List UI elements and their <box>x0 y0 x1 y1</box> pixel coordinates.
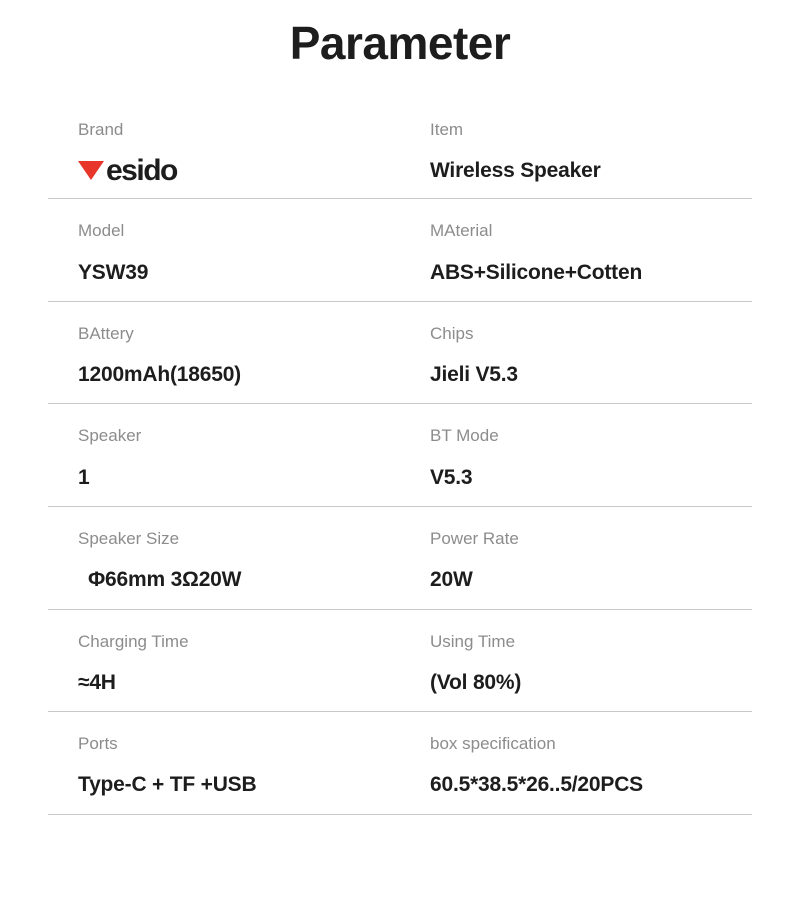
spec-value: ABS+Silicone+Cotten <box>430 260 643 284</box>
spec-value: (Vol 80%) <box>430 670 522 694</box>
spec-cell-power-rate <box>400 507 752 593</box>
spec-value: Wireless Speaker <box>430 159 601 183</box>
spec-cell-using-time <box>400 610 752 696</box>
spec-cell-speaker-size <box>48 507 400 593</box>
spec-value: Jieli V5.3 <box>430 363 518 387</box>
table-row <box>48 610 752 713</box>
table-row <box>48 302 752 405</box>
table-row <box>48 98 752 199</box>
spec-cell-box-specification <box>400 712 752 798</box>
table-row <box>48 404 752 507</box>
spec-cell-brand <box>48 98 400 188</box>
spec-cell-speaker <box>48 404 400 490</box>
spec-value: YSW39 <box>78 260 149 284</box>
spec-label: Speaker Size <box>78 528 180 548</box>
spec-cell-battery <box>48 302 400 388</box>
spec-cell-model <box>48 199 400 285</box>
spec-label: Chips <box>430 323 474 343</box>
spec-label: Item <box>430 119 464 139</box>
table-row <box>48 712 752 815</box>
spec-cell-bt-mode <box>400 404 752 490</box>
spec-label: Speaker <box>78 426 142 446</box>
table-row <box>48 199 752 302</box>
spec-label: Charging Time <box>78 631 189 651</box>
spec-label: Brand <box>78 119 124 139</box>
spec-label: Power Rate <box>430 528 519 548</box>
spec-value: Φ66mm 3Ω20W <box>88 568 242 592</box>
specification-table <box>48 98 752 815</box>
brand-logo-text: esido <box>106 154 177 188</box>
page-title: Parameter <box>289 17 511 69</box>
spec-cell-chips <box>400 302 752 388</box>
spec-label: Model <box>78 221 125 241</box>
spec-value: 60.5*38.5*26..5/20PCS <box>430 773 643 797</box>
spec-value: Type-C + TF +USB <box>78 773 257 797</box>
spec-value: ≈4H <box>78 670 116 694</box>
brand-logo <box>78 154 400 188</box>
spec-value: 1200mAh(18650) <box>78 363 241 387</box>
spec-value: V5.3 <box>430 465 473 489</box>
spec-value: 1 <box>78 465 90 489</box>
spec-value: 20W <box>430 568 473 592</box>
spec-cell-charging-time <box>48 610 400 696</box>
spec-cell-material <box>400 199 752 285</box>
spec-cell-item <box>400 98 752 184</box>
yesido-triangle-logo-icon <box>78 161 104 180</box>
spec-label: box specification <box>430 734 556 754</box>
spec-cell-ports <box>48 712 400 798</box>
spec-label: Using Time <box>430 631 516 651</box>
spec-label: MAterial <box>430 221 493 241</box>
parameter-sheet <box>0 14 800 914</box>
table-row <box>48 507 752 610</box>
spec-label: Ports <box>78 734 118 754</box>
spec-label: BT Mode <box>430 426 499 446</box>
spec-label: BAttery <box>78 323 134 343</box>
